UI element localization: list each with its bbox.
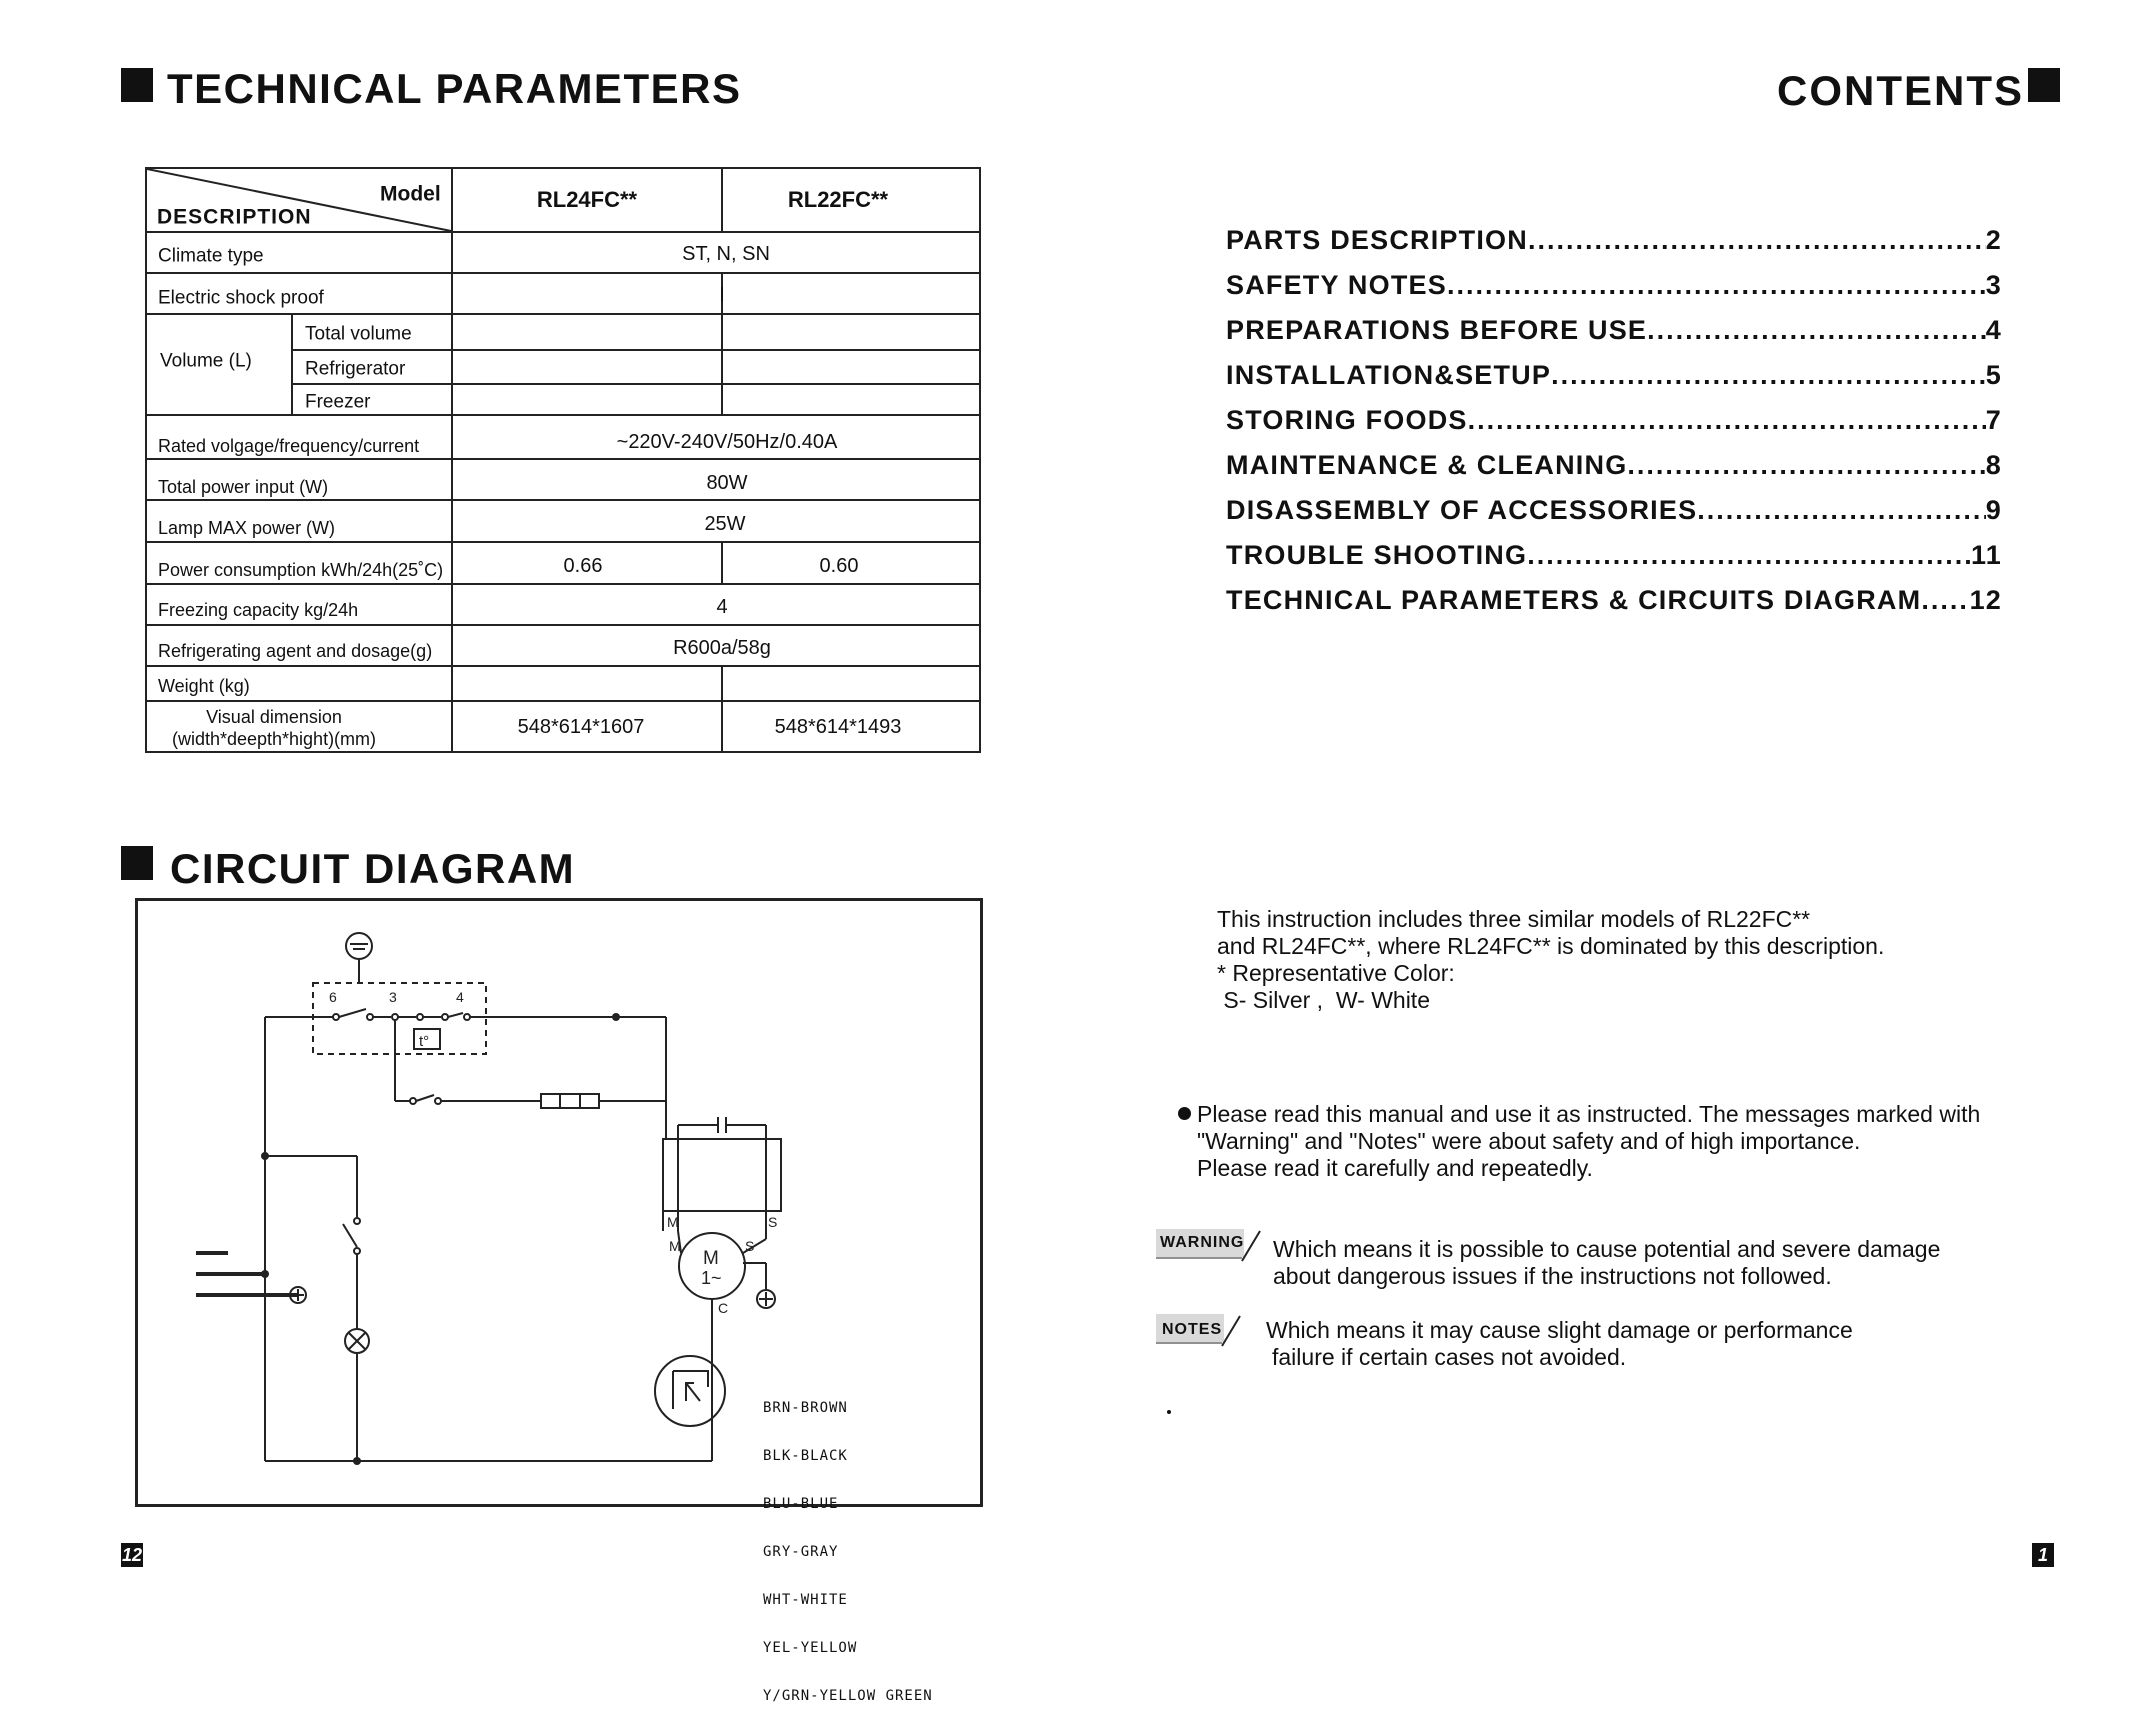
toc-label: PREPARATIONS BEFORE USE	[1226, 315, 1648, 345]
toc-page: 8	[1985, 450, 2002, 480]
motor-m-label: M	[703, 1248, 719, 1269]
total-volume-label: Total volume	[305, 323, 412, 345]
consumption-label: Power consumption kWh/24h(25˚C)	[158, 560, 444, 580]
warning-text	[1273, 1236, 1940, 1290]
toc-label: TECHNICAL PARAMETERS & CIRCUITS DIAGRAM	[1226, 585, 1922, 615]
toc-page: 5	[1985, 360, 2002, 390]
left-page-number: 12	[121, 1545, 143, 1565]
notes-line: Which means it may cause slight damage or performance	[1266, 1317, 1853, 1343]
motor-phase-label: 1~	[701, 1268, 722, 1288]
header-model-label: Model	[380, 182, 441, 206]
thermostat-label: t°	[419, 1033, 430, 1050]
notes-tag-label: NOTES	[1162, 1321, 1223, 1338]
toc-leader	[1627, 452, 1985, 479]
motor-terminal-m-label: M	[669, 1238, 681, 1254]
dimension-label-line-1: Visual dimension	[206, 707, 342, 727]
consumption-value-2: 0.60	[819, 555, 859, 577]
rated-value: ~220V-240V/50Hz/0.40A	[616, 431, 838, 453]
tech-params-table	[145, 167, 981, 753]
terminal-3-label: 3	[389, 989, 397, 1005]
relay-s-label: S	[768, 1214, 778, 1230]
warning-tag-label: WARNING	[1160, 1234, 1245, 1251]
climate-type-value: ST, N, SN	[682, 243, 770, 265]
refrigerant-value: R600a/58g	[673, 637, 771, 659]
lamp-power-label: Lamp MAX power (W)	[158, 518, 336, 538]
toc-page: 11	[1971, 540, 2002, 570]
warning-line: Which means it is possible to cause potential and severe damage	[1273, 1236, 1941, 1262]
toc-entry[interactable]	[1226, 542, 2002, 569]
toc-label: TROUBLE SHOOTING	[1226, 540, 1528, 570]
toc-label: STORING FOODS	[1226, 405, 1468, 435]
legend-item: Y/GRN-YELLOW GREEN	[763, 1688, 933, 1704]
intro-line: This instruction includes three similar models of RL22FC**	[1217, 906, 1811, 932]
toc-leader	[1468, 407, 1986, 434]
model-2-header: RL22FC**	[787, 187, 889, 212]
intro-line: and RL24FC**, where RL24FC** is dominated by this description.	[1217, 933, 1885, 959]
toc-entry[interactable]	[1226, 227, 2002, 254]
refrigerator-label: Refrigerator	[305, 358, 406, 380]
motor-terminal-c-label: C	[718, 1300, 729, 1316]
refrigerant-label: Refrigerating agent and dosage(g)	[158, 641, 433, 661]
wire-color-legend	[763, 1368, 933, 1736]
volume-label: Volume (L)	[160, 350, 252, 372]
legend-item: BLK-BLACK	[763, 1448, 848, 1464]
notice-line: Please read it carefully and repeatedly.	[1197, 1155, 1593, 1181]
toc-label: SAFETY NOTES	[1226, 270, 1447, 300]
heading-square-icon	[121, 846, 153, 880]
warning-line: about dangerous issues if the instructions not followed.	[1273, 1263, 1832, 1289]
power-input-value: 80W	[706, 472, 748, 494]
consumption-value-1: 0.66	[563, 555, 603, 577]
toc-label: DISASSEMBLY OF ACCESSORIES	[1226, 495, 1698, 525]
legend-item: GRY-GRAY	[763, 1544, 839, 1560]
toc-leader	[1921, 587, 1969, 614]
freezing-capacity-label: Freezing capacity kg/24h	[158, 600, 359, 620]
toc-leader	[1528, 227, 1986, 254]
toc-entry[interactable]	[1226, 407, 2002, 434]
intro-paragraph	[1217, 906, 1884, 1014]
toc-label: INSTALLATION&SETUP	[1226, 360, 1552, 390]
toc-page: 12	[1969, 585, 2002, 615]
right-page-number: 1	[2032, 1543, 2054, 1567]
dimension-value-2: 548*614*1493	[774, 716, 902, 738]
motor-terminal-s-label: S	[745, 1238, 755, 1254]
freezing-capacity-value: 4	[716, 596, 728, 618]
toc-leader	[1697, 497, 1985, 524]
toc-page: 7	[1985, 405, 2002, 435]
toc-label: MAINTENANCE & CLEANING	[1226, 450, 1628, 480]
circuit-diagram-box	[135, 898, 983, 1704]
notes-text	[1266, 1317, 1853, 1371]
toc-leader	[1647, 317, 1986, 344]
power-input-label: Total power input (W)	[158, 477, 329, 497]
model-1-header: RL24FC**	[536, 187, 638, 212]
shock-proof-label: Electric shock proof	[158, 287, 324, 309]
climate-type-label: Climate type	[158, 245, 264, 267]
notes-tag	[1156, 1314, 1242, 1348]
toc-leader	[1527, 542, 1971, 569]
notice-line: Please read this manual and use it as instructed. The messages marked with	[1197, 1101, 1981, 1127]
toc-entry[interactable]	[1226, 317, 2002, 344]
circuit-diagram-heading: CIRCUIT DIAGRAM	[170, 845, 576, 892]
heading-square-icon	[2028, 68, 2060, 102]
toc-entry[interactable]	[1226, 272, 2002, 299]
notice-paragraph	[1197, 1101, 1980, 1182]
dimension-label-line-2: (width*deepth*hight)(mm)	[171, 729, 377, 749]
intro-line: S- Silver , W- White	[1217, 987, 1430, 1013]
notice-line: "Warning" and "Notes" were about safety and of high importance.	[1197, 1128, 1861, 1154]
toc-entry[interactable]	[1226, 587, 2002, 614]
header-description-label: DESCRIPTION	[157, 205, 312, 229]
toc-entry[interactable]	[1226, 497, 2002, 524]
dimension-value-1: 548*614*1607	[517, 716, 645, 738]
warning-tag	[1156, 1229, 1262, 1263]
shock-proof-value: I	[719, 284, 725, 306]
relay-m-label: M	[667, 1214, 679, 1230]
stray-dot	[1167, 1410, 1171, 1414]
toc-entry[interactable]	[1226, 452, 2002, 479]
contents-heading: CONTENTS	[1777, 67, 2024, 114]
bullet-icon	[1178, 1107, 1191, 1120]
freezer-label: Freezer	[305, 391, 371, 413]
intro-line: * Representative Color:	[1217, 960, 1455, 986]
toc-leader	[1447, 272, 1986, 299]
legend-item: BLU-BLUE	[763, 1496, 839, 1512]
legend-item: YEL-YELLOW	[763, 1640, 858, 1656]
toc-page: 9	[1985, 495, 2002, 525]
legend-item: BRN-BROWN	[763, 1400, 848, 1416]
terminal-4-label: 4	[456, 989, 464, 1005]
terminal-6-label: 6	[329, 989, 337, 1005]
tech-params-heading: TECHNICAL PARAMETERS	[167, 65, 742, 112]
toc-entry[interactable]	[1226, 362, 2002, 389]
legend-item: WHT-WHITE	[763, 1592, 848, 1608]
weight-label: Weight (kg)	[158, 676, 250, 696]
rated-label: Rated volgage/frequency/current	[158, 436, 420, 456]
heading-square-icon	[121, 68, 153, 102]
toc-label: PARTS DESCRIPTION	[1226, 225, 1528, 255]
toc-page: 3	[1985, 270, 2002, 300]
lamp-power-value: 25W	[704, 513, 746, 535]
toc-leader	[1551, 362, 1986, 389]
toc-page: 2	[1985, 225, 2002, 255]
toc-page: 4	[1985, 315, 2002, 345]
notes-line: failure if certain cases not avoided.	[1272, 1344, 1627, 1370]
